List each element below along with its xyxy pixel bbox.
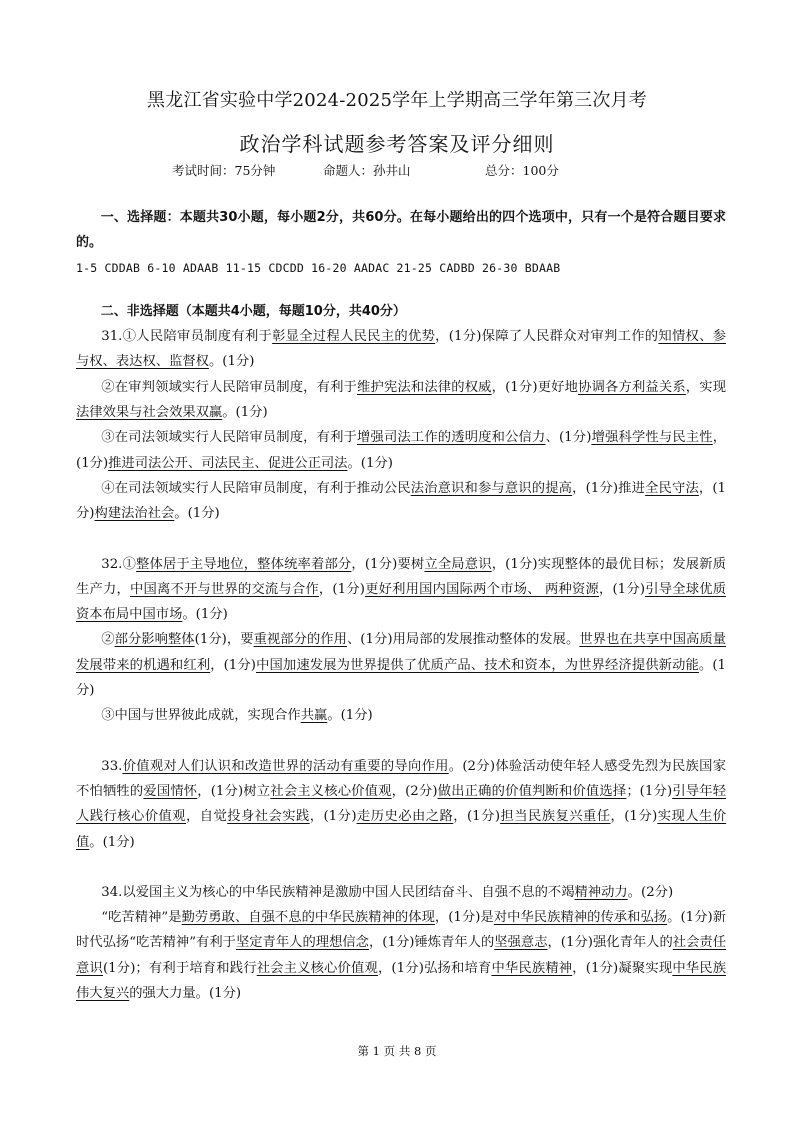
answer-text: 32.① [101, 556, 137, 572]
key-point: 彰显全过程人民民主的优势 [272, 329, 436, 345]
answer-text: ，(1分)实现整体的最优目标；发展新质生产力， [76, 556, 727, 597]
key-point: 知情权、参与权、表达权、监督权 [76, 329, 726, 370]
answer-text: 31.①人民陪审员制度有利于 [101, 329, 273, 345]
answer-text: 。(1分) [222, 405, 268, 421]
document-subtitle: 政治学科试题参考答案及评分细则 [239, 132, 555, 156]
answer-text: 33. [101, 758, 123, 774]
answer-text: ，(1分) [210, 657, 256, 673]
answer-text: “吃苦精神”是 [101, 910, 182, 926]
q31-paragraph [76, 476, 726, 527]
key-point: 中华民族伟大复兴 [76, 960, 727, 1002]
answer-content [76, 205, 726, 1006]
key-point: 对中华民族精神的传承和弘扬 [493, 910, 668, 926]
key-point: 维护宪法和法律的权威 [357, 379, 492, 395]
answer-text: 34.以爱国主义为核心的中华民族精神是激励中国人民团结奋斗、自强不息的不竭 [101, 884, 575, 900]
answer-text: 、(1分) [545, 430, 592, 446]
answer-text: 。(1分) [327, 708, 373, 724]
answer-text: 。(1分) [208, 354, 255, 370]
answer-text: ，(1分) [76, 430, 727, 471]
answer-text: 。(1分)新时代弘扬“吃苦精神”有利于 [76, 910, 726, 951]
key-point: 立全局意识 [424, 556, 492, 572]
key-point: 中国加速发展为世界提供了优质产品、技术和资本，为世界经济提供新动能 [255, 657, 699, 673]
key-point: 构建法治社会 [94, 506, 175, 522]
section2-heading: 二、非选择题（本题共4小题，每题10分，共40分） [100, 303, 406, 319]
answer-text: ，(1分) [453, 809, 501, 825]
key-point: 引导全球优质资本布局中国市场 [76, 581, 727, 623]
key-point: 世界也在共享中国高质量发展带来的机遇和红利 [76, 632, 727, 673]
answer-text: ，(1分)强化青年人的 [547, 935, 673, 951]
answer-text: 。(1分) [347, 455, 393, 471]
answer-text: 。(1分) [76, 657, 726, 699]
answer-text: ，(1分)保障了人民群众对审判工作的 [435, 329, 659, 345]
answer-text: ，(1分) [610, 809, 658, 825]
answer-text: ②在审判领域实行人民陪审员制度，有利于 [101, 379, 358, 395]
answer-text: ③在司法领域实行人民陪审员制度，有利于 [101, 430, 358, 446]
key-point: 实现人生价值 [76, 809, 727, 850]
answer-text: ，(1分)弘扬和培育 [377, 960, 492, 976]
q34-paragraph [76, 880, 726, 905]
answer-text: (1分)，要 [194, 632, 254, 648]
key-point: 法律效果与社会效果双赢 [76, 405, 223, 421]
key-point: 引导年轻人践行核心价值观 [76, 783, 727, 825]
document-title: 黑龙江省实验中学2024-2025学年上学期高三学年第三次月考 [147, 90, 647, 111]
key-point: 社会主义核心价值观 [256, 960, 378, 976]
key-point: 精神动力 [574, 884, 628, 900]
answer-text: 。(1分) [174, 506, 220, 522]
answer-text: 。(1分) [182, 607, 228, 623]
key-point: 中国离不开与世界的交流与合作 [129, 581, 319, 597]
answer-text: ，自觉 [186, 809, 228, 825]
q31-paragraph [76, 324, 726, 375]
key-point: 协调各方利益关系 [578, 379, 686, 395]
key-point: 推进司法公开、司法民主、促进公正司法 [108, 455, 348, 471]
q31-paragraph [76, 375, 726, 426]
exam-author: 命题人：孙井山 [323, 163, 411, 178]
answer-text: ，实现 [685, 379, 727, 395]
key-point: 做出正确的价值判断和价值选择 [437, 783, 627, 799]
exam-total-score: 总分：100分 [485, 163, 559, 178]
answer-text: ，(2分) [391, 783, 438, 799]
key-point: 价值观对人们认识和改造世界的活动有重要的导向作用 [122, 758, 449, 774]
key-point: 全民守法 [645, 480, 699, 496]
answer-text: 。(2分) [627, 884, 674, 900]
key-point: 整体居于主导地位，整体统率着部分 [136, 556, 352, 572]
answer-text: ，(1分) [599, 581, 646, 597]
key-point: 增强科学性与民主性 [591, 430, 713, 446]
key-point: 担当民族复兴重任 [500, 809, 611, 825]
answer-text: 。(1分) [89, 834, 135, 850]
q32-paragraph [76, 627, 726, 703]
choice-answers: 1-5 CDDAB 6-10 ADAAB 11-15 CDCDD 16-20 AADAC 21-25 CADBD 26-30 BDAAB [76, 260, 561, 275]
key-point: 增强司法工作的透明度和公信力 [357, 430, 546, 446]
answer-text: 、(1分)用局部的发展推动整体的发展。 [346, 632, 580, 648]
q32-paragraph [76, 552, 726, 628]
answer-text: ；(1分) [626, 783, 673, 799]
key-point: 法治意识和参与意识的提高 [410, 480, 573, 496]
key-point: 勤劳勇敢、自强不息的中华民族精神的体现 [181, 910, 435, 926]
answer-text: ④在司法领域实行人民陪审员制度，有利于推动公民 [101, 480, 411, 496]
key-point: 爱国情怀 [143, 783, 198, 799]
answer-text: ，(1分)推进 [572, 480, 646, 496]
key-point: 走历史必由之路 [356, 809, 454, 825]
answer-text: (1分)；有利于培育和践行 [102, 960, 257, 976]
q31-paragraph [76, 425, 726, 476]
answer-text: 的强大力量。(1分) [129, 986, 242, 1002]
answer-text: ，(1分)是 [434, 910, 494, 926]
section1-heading: 一、选择题：本题共30小题，每小题2分，共60分。在每小题给出的四个选项中，只有一个是符合题目要求的。 [76, 210, 726, 251]
answer-text: 。(2分)体验活动使年轻人感受先烈为民族国家不怕牺牲的 [76, 758, 727, 799]
exam-time: 考试时间：75分钟 [172, 163, 276, 178]
q33-paragraph [76, 754, 726, 855]
key-point: 更好利用国内国际两个市场、 两种资源 [364, 581, 599, 597]
answer-text: ，(1分)凝聚实现 [572, 960, 673, 976]
answer-text: ，(1分) [318, 581, 365, 597]
key-point: 部分影响整体 [114, 632, 195, 648]
answer-text: ② [101, 632, 115, 648]
key-point: 中华民族精神 [491, 960, 573, 976]
answer-text: ，(1分) [76, 480, 727, 522]
answer-text: ，(1分)要树 [351, 556, 425, 572]
key-point: 坚强意志 [494, 935, 548, 951]
key-point: 共赢 [300, 708, 328, 724]
key-point: 投身社会实践 [227, 809, 310, 825]
answer-text: ，(1分)树立 [197, 783, 271, 799]
q32-paragraph [76, 703, 726, 728]
answer-text: ，(1分)更好地 [491, 379, 579, 395]
key-point: 社会责任意识 [76, 935, 726, 976]
key-point: 重视部分的作用 [253, 632, 347, 648]
key-point: 社会主义核心价值观 [270, 783, 392, 799]
answer-text: ，(1分) [309, 809, 357, 825]
page-footer: 第 1 页 共 8 页 [357, 1044, 437, 1058]
answer-text: ，(1分)锤炼青年人的 [369, 935, 495, 951]
answer-text: ③中国与世界彼此成就，实现合作 [101, 708, 301, 724]
q34-paragraph [76, 905, 726, 1006]
key-point: 坚定青年人的理想信念 [235, 935, 369, 951]
